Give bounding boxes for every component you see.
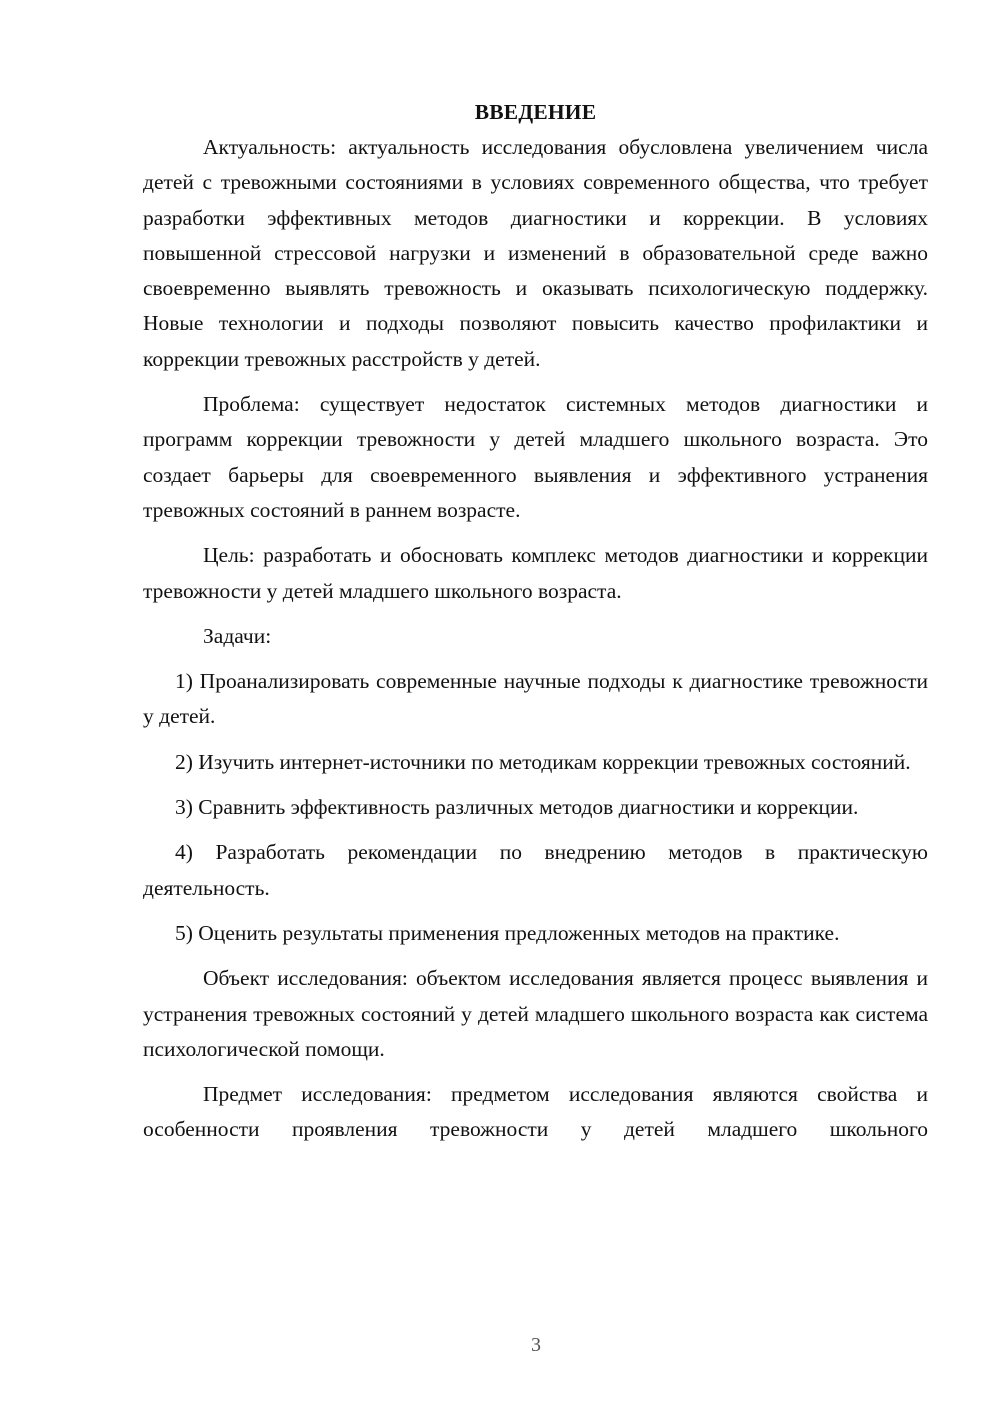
page-number: 3 <box>531 1334 541 1356</box>
page-title: ВВЕДЕНИЕ <box>474 100 597 124</box>
paragraph-problem: Проблема: существует недостаток системных методов диагностики и программ коррекции тревожности у детей младшего школьного возраста. Это создает барьеры для своевременного выявления и эффективного устранения тревожных состояний в раннем возрасте. <box>143 392 928 522</box>
paragraph-goal: Цель: разработать и обосновать комплекс методов диагностики и коррекции тревожности у детей младшего школьного возраста. <box>143 543 928 603</box>
paragraph-relevance: Актуальность: актуальность исследования обусловлена увеличением числа детей с тревожными состояниями в условиях современного общества, что требует разработки эффективных методов диагностики и коррекции. В условиях повышенной стрессовой нагрузки и изменений в образовательной среде важно своевременно выявлять тревожность и оказывать психологическую поддержку. Новые технологии и подходы позволяют повысить качество профилактики и коррекции тревожных расстройств у детей. <box>143 135 928 371</box>
task-item-2: 2) Изучить интернет-источники по методикам коррекции тревожных состояний. <box>175 749 911 774</box>
task-item-1: 1) Проанализировать современные научные подходы к диагностике тревожности у детей. <box>143 669 928 729</box>
task-item-5: 5) Оценить результаты применения предложенных методов на практике. <box>175 920 840 945</box>
page-content <box>143 95 928 1148</box>
paragraph-subject: Предмет исследования: предметом исследования являются свойства и особенности проявления тревожности у детей младшего школьного <box>143 1082 928 1142</box>
task-item-4: 4) Разработать рекомендации по внедрению методов в практическую деятельность. <box>143 840 928 900</box>
task-item-3: 3) Сравнить эффективность различных методов диагностики и коррекции. <box>175 795 859 820</box>
paragraph-object: Объект исследования: объектом исследования является процесс выявления и устранения тревожных состояний у детей младшего школьного возраста как система психологической помощи. <box>143 966 928 1061</box>
paragraph-tasks-heading: Задачи: <box>203 623 272 648</box>
